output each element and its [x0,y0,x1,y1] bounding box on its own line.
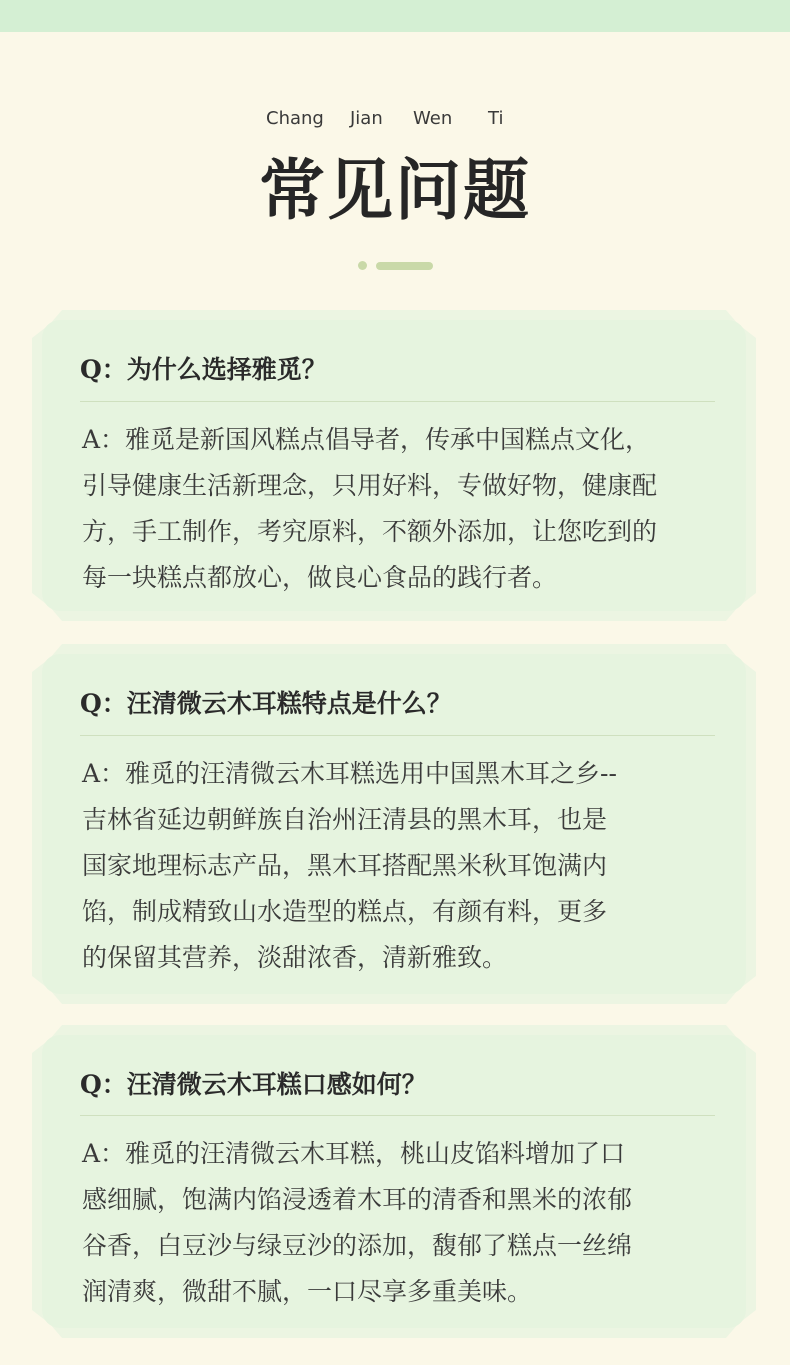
question-divider [80,1115,715,1116]
divider-dot [358,261,367,270]
faq-card [32,644,756,1004]
divider-bar [376,262,433,270]
faq-answer-line: A：雅觅的汪清微云木耳糕，桃山皮馅料增加了口 [82,1139,626,1168]
pinyin-word: Wen [413,108,453,129]
faq-answer-line: 感细腻，饱满内馅浸透着木耳的清香和黑米的浓郁 [82,1185,633,1214]
faq-answer-line: 谷香，白豆沙与绿豆沙的添加，馥郁了糕点一丝绵 [82,1231,633,1260]
faq-question: Q：为什么选择雅觅？ [80,355,327,384]
faq-answer-line: 每一块糕点都放心，做良心食品的践行者。 [82,563,558,592]
faq-answer-line: 国家地理标志产品，黑木耳搭配黑米秋耳饱满内 [82,851,608,880]
faq-answer-line: 馅，制成精致山水造型的糕点，有颜有料，更多 [82,897,608,926]
faq-answer-line: A：雅觅是新国风糕点倡导者，传承中国糕点文化， [82,425,651,454]
question-divider [80,401,715,402]
faq-answer-line: 的保留其营养，淡甜浓香，清新雅致。 [82,943,508,972]
faq-answer-line: 润清爽，微甜不腻，一口尽享多重美味。 [82,1277,533,1306]
faq-answer-line: 引导健康生活新理念，只用好料，专做好物，健康配 [82,471,658,500]
page-title: 常见问题 [259,151,531,229]
pinyin-word: Chang [266,108,324,129]
faq-card [32,1025,756,1338]
pinyin-subtitle [0,108,790,132]
faq-answer-line: 吉林省延边朝鲜族自治州汪清县的黑木耳，也是 [82,805,608,834]
question-divider [80,735,715,736]
pinyin-word: Ti [488,108,504,129]
faq-question: Q：汪清微云木耳糕特点是什么？ [80,689,452,718]
faq-answer-line: 方，手工制作，考究原料，不额外添加，让您吃到的 [82,517,658,546]
faq-question: Q：汪清微云木耳糕口感如何？ [80,1070,427,1099]
faq-card [32,310,756,621]
faq-answer-line: A：雅觅的汪清微云木耳糕选用中国黑木耳之乡-- [82,759,617,788]
top-color-band [0,0,790,32]
pinyin-word: Jian [350,108,383,129]
title-divider [0,261,790,271]
